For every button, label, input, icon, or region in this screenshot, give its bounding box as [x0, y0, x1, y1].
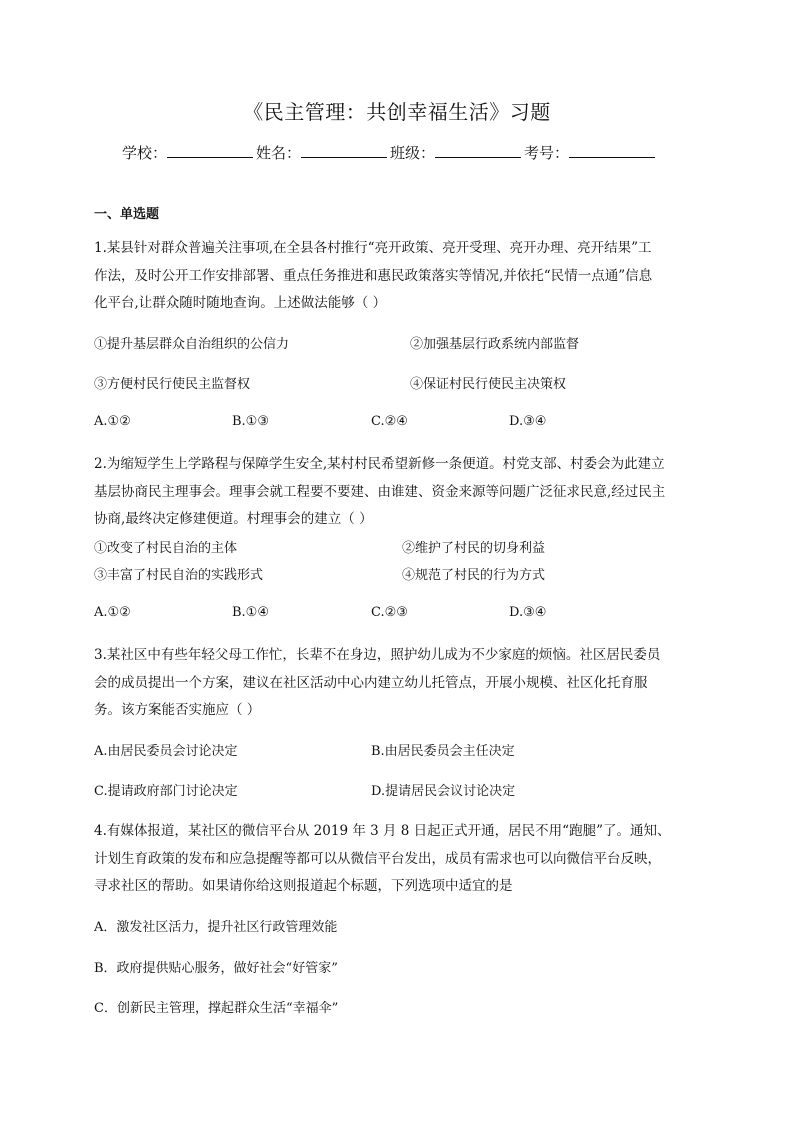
- page-title: 《民主管理：共创幸福生活》习题: [243, 100, 551, 124]
- statement: ④规范了村民的行为方式: [402, 568, 546, 583]
- question-line: 计划生育政策的发布和应急提醒等都可以从微信平台发出，成员有需求也可以向微信平台反映，: [94, 850, 661, 867]
- choice-c[interactable]: C．创新民主管理，撑起群众生活“幸福伞”: [94, 1001, 339, 1016]
- question-line: 协商,最终决定修建便道。村理事会的建立（ ）: [94, 511, 373, 527]
- choice-a[interactable]: A.①②: [94, 605, 131, 620]
- question-line: 基层协商民主理事会。理事会就工程要不要建、由谁建、资金来源等问题广泛征求民意,经过民主: [94, 483, 666, 500]
- statement: ④保证村民行使民主决策权: [410, 377, 567, 392]
- school-blank[interactable]: [167, 141, 253, 158]
- choice-b[interactable]: B.①④: [232, 605, 269, 620]
- question-line: 2.为缩短学生上学路程与保障学生安全,某村村民希望新修一条便道。村党支部、村委会为此建立: [94, 456, 665, 472]
- question-line: 务。该方案能否实施应（ ）: [94, 702, 261, 718]
- choice-a[interactable]: A.①②: [94, 414, 131, 429]
- statement: ②加强基层行政系统内部监督: [410, 337, 580, 352]
- choice-a[interactable]: A.由居民委员会讨论决定: [94, 744, 238, 759]
- choice-b[interactable]: B.①③: [232, 414, 269, 429]
- choice-a[interactable]: A．激发社区活力，提升社区行政管理效能: [94, 920, 338, 935]
- question-3-stem: [94, 642, 696, 725]
- number-blank[interactable]: [569, 141, 655, 158]
- choice-c[interactable]: C.②④: [371, 414, 408, 429]
- choice-b[interactable]: B.由居民委员会主任决定: [371, 744, 515, 759]
- question-line: 1.某县针对群众普遍关注事项,在全县各村推行“亮开政策、亮开受理、亮开办理、亮开结果”工: [94, 240, 652, 256]
- question-line: 化平台,让群众随时随地查询。上述做法能够（ ）: [94, 295, 387, 311]
- class-label: 班级：: [390, 144, 436, 162]
- choice-d[interactable]: D.③④: [509, 414, 547, 429]
- question-line: 寻求社区的帮助。如果请你给这则报道起个标题，下列选项中适宜的是: [94, 878, 513, 894]
- section-title: 一、单选题: [94, 207, 160, 222]
- question-2-stem: [94, 451, 696, 534]
- statement: ③方便村民行使民主监督权: [94, 377, 251, 392]
- choice-c[interactable]: C.提请政府部门讨论决定: [94, 784, 238, 799]
- number-label: 考号：: [524, 144, 570, 162]
- question-1-stem: [94, 235, 696, 318]
- name-label: 姓名：: [256, 144, 302, 162]
- name-blank[interactable]: [301, 141, 387, 158]
- question-line: 作法，及时公开工作安排部署、重点任务推进和惠民政策落实等情况,并依托“民情一点通”信息: [94, 267, 653, 284]
- statement: ①提升基层群众自治组织的公信力: [94, 337, 290, 352]
- class-blank[interactable]: [435, 141, 521, 158]
- choice-d[interactable]: D.③④: [509, 605, 547, 620]
- statement: ③丰富了村民自治的实践形式: [94, 568, 264, 583]
- question-4-stem: [94, 818, 696, 901]
- question-line: 会的成员提出一个方案，建议在社区活动中心内建立幼儿托管点，开展小规模、社区化托育服: [94, 674, 648, 691]
- choice-c[interactable]: C.②③: [371, 605, 408, 620]
- school-label: 学校：: [122, 144, 168, 162]
- statement: ②维护了村民的切身利益: [402, 541, 546, 556]
- choice-b[interactable]: B．政府提供贴心服务，做好社会“好管家”: [94, 961, 338, 976]
- question-line: 3.某社区中有些年轻父母工作忙，长辈不在身边，照护幼儿成为不少家庭的烦恼。社区居民委员: [94, 647, 661, 663]
- question-line: 4.有媒体报道，某社区的微信平台从 2019 年 3 月 8 日起正式开通，居民不用“跑腿”了。通知、: [94, 823, 671, 839]
- statement: ①改变了村民自治的主体: [94, 541, 238, 556]
- choice-d[interactable]: D.提请居民会议讨论决定: [371, 784, 516, 799]
- student-info-row: [122, 141, 658, 163]
